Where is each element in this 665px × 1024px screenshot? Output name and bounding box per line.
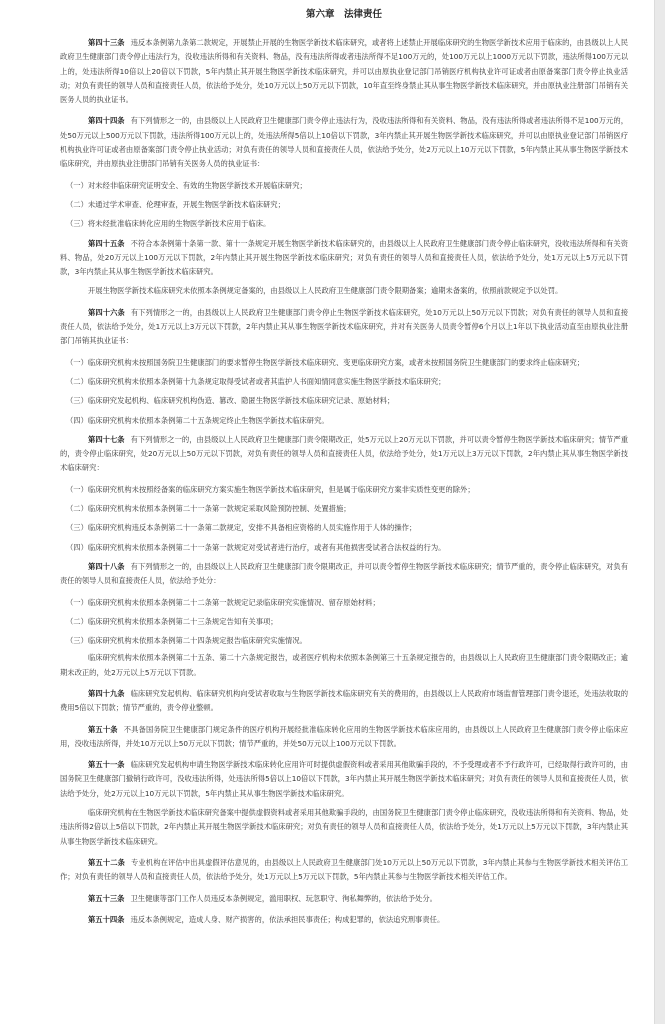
chapter-heading: 第六章 法律责任 [305, 9, 382, 20]
list-item [60, 375, 628, 389]
paragraph-text: 专业机构在评估中出具虚假评估意见的，由县级以上人民政府卫生健康部门处10万元以上50万元以下罚款，3年内禁止其参与生物医学新技术相关评估工作；对负有责任的领导人员和直接责任人员，依法给予处分，处1万元以上5万元以下罚款，5年内禁止其参与生物医学新技术相关评估工作。 [60, 857, 628, 882]
article-number: 第四十六条 [88, 307, 125, 317]
article-paragraph [60, 913, 628, 927]
article-number: 第五十四条 [88, 914, 125, 924]
paragraph-text: 违反本条例规定，造成人身、财产损害的，依法承担民事责任；构成犯罪的，依法追究刑事责任。 [130, 914, 445, 924]
list-item [60, 217, 628, 231]
paragraph-text: （一）临床研究机构未按照国务院卫生健康部门的要求暂停生物医学新技术临床研究、变更临床研究方案，或者未按照国务院卫生健康部门的要求终止临床研究； [66, 357, 585, 367]
list-item [60, 179, 628, 193]
list-item [60, 615, 628, 629]
paragraph-text: （四）临床研究机构未依照本条例第二十五条规定终止生物医学新技术临床研究。 [66, 415, 329, 425]
paragraph-text: 违反本条例第九条第二款规定，开展禁止开展的生物医学新技术临床研究，或者将上述禁止开展临床研究的生物医学新技术应用于临床的，由县级以上人民政府卫生健康部门责令停止违法行为，没收违法所得和有关资料、物品，没有违法所得或者违法所得不足100万元的，处100万元以上1000万元以下罚款，违法所得100万元以上的，处违法所得10倍以上20倍以下罚款，5年内禁止其开展生物医学新技术临床研究，并可以由原执业登记部门吊销医疗机构执业许可证或者由原备案部门责令停止执业活动；对负有责任的领导人员和直接责任人员，依法给予处分，处10万元以上50万元以下罚款，10年直至终身禁止其从事生物医学新技术临床研究，并由原执业注册部门吊销有关医务人员的执业证书。 [60, 38, 628, 105]
article-paragraph [60, 723, 628, 752]
paragraph-text: 临床研究机构在生物医学新技术临床研究备案中提供虚假资料或者采用其他欺骗手段的，由国务院卫生健康部门责令停止临床研究，没收违法所得和有关资料、物品，处违法所得2倍以上5倍以下罚款，2年内禁止其开展生物医学新技术临床研究；对负有责任的领导人员和直接责任人员，依法给予处分，处1万元以上5万元以下罚款，3年内禁止其从事生物医学新技术临床研究。 [60, 808, 628, 846]
article-number: 第四十八条 [88, 561, 125, 571]
paragraph-text: 有下列情形之一的，由县级以上人民政府卫生健康部门责令限期改正，处5万元以上20万元以下罚款，并可以责令暂停生物医学新技术临床研究；情节严重的，责令停止临床研究，处20万元以上50万元以下罚款，对负有责任的领导人员和直接责任人员，依法给予处分，处1万元以上3万元以下罚款，2年内禁止其从事生物医学新技术临床研究： [60, 434, 628, 473]
paragraph [60, 806, 628, 849]
paragraph-text: 临床研究发起机构、临床研究机构向受试者收取与生物医学新技术临床研究有关的费用的，由县级以上人民政府市场监督管理部门责令退还，处违法收取的费用5倍以下罚款；情节严重的，责令停业整顿。 [60, 688, 628, 713]
paragraph-text: （三）临床研究发起机构、临床研究机构伪造、篡改、隐匿生物医学新技术临床研究记录、原始材料； [66, 396, 395, 406]
article-paragraph [60, 560, 628, 589]
article-paragraph [60, 433, 628, 476]
page-edge-shadow [655, 0, 665, 1024]
paragraph-text: （二）临床研究机构未依照本条例第十九条规定取得受试者或者其监护人书面知情同意实施生物医学新技术临床研究； [66, 376, 446, 386]
list-item [60, 634, 628, 648]
paragraph-text: （三）将未经批准临床转化应用的生物医学新技术应用于临床。 [66, 219, 271, 229]
paragraph [60, 651, 628, 680]
article-paragraph [60, 687, 628, 716]
paragraph-text: 不具备国务院卫生健康部门规定条件的医疗机构开展经批准临床转化应用的生物医学新技术临床应用的，由县级以上人民政府卫生健康部门责令停止临床应用，没收违法所得，并处10万元以上50万元以下罚款；情节严重的，并处50万元以上100万元以下罚款。 [60, 724, 629, 748]
paragraph-text: （四）临床研究机构未依照本条例第二十一条第一款规定对受试者进行治疗，或者有其他损害受试者合法权益的行为。 [66, 542, 446, 552]
paragraph-text: 不符合本条例第十条第一款、第十一条规定开展生物医学新技术临床研究的，由县级以上人民政府卫生健康部门责令停止临床研究，没收违法所得和有关资料、物品，处20万元以上100万元以下罚款，2年内禁止其开展生物医学新技术临床研究；对负有责任的领导人员和直接责任人员，依法给予处分，处1万元以上5万元以下罚款，3年内禁止其从事生物医学新技术临床研究。 [60, 238, 628, 277]
article-paragraph [60, 306, 628, 349]
paragraph-text: 卫生健康等部门工作人员违反本条例规定，滥用职权、玩忽职守、徇私舞弊的，依法给予处分。 [130, 893, 437, 903]
paragraph-text: 有下列情形之一的，由县级以上人民政府卫生健康部门责令停止违法行为，没收违法所得和有关资料、物品，没有违法所得或者违法所得不足100万元的，处50万元以上500万元以下罚款，违法所得100万元以上的，处违法所得5倍以上10倍以下罚款，3年内禁止其开展生物医学新技术临床研究，并可以由原执业登记部门吊销医疗机构执业许可证或者由原备案部门责令停止执业活动；对负有责任的领导人员和直接责任人员，依法给予处分，处2万元以上10万元以下罚款，5年内禁止其从事生物医学新技术临床研究，并由原执业注册部门吊销有关医务人员的执业证书： [60, 116, 628, 169]
list-item [60, 394, 628, 408]
paragraph-text: （三）临床研究机构违反本条例第二十一条第二款规定，安排不具备相应资格的人员实施作用于人体的操作； [66, 523, 417, 533]
paragraph-text: 开展生物医学新技术临床研究未依照本条例规定备案的，由县级以上人民政府卫生健康部门责令限期备案；逾期未备案的，依照前款规定予以处罚。 [88, 286, 563, 296]
article-number: 第五十二条 [88, 857, 125, 867]
article-number: 第四十三条 [88, 38, 125, 47]
list-item [60, 521, 628, 535]
article-paragraph [60, 892, 628, 906]
article-number: 第四十九条 [88, 688, 125, 698]
list-item [60, 483, 628, 497]
paragraph [60, 284, 628, 298]
list-item [60, 596, 628, 610]
paragraph-text: 有下列情形之一的，由县级以上人民政府卫生健康部门责令停止生物医学新技术临床研究，处10万元以上50万元以下罚款；对负有责任的领导人员和直接责任人员，依法给予处分，处1万元以上3万元以下罚款，2年内禁止其从事生物医学新技术临床研究，并对有关医务人员责令暂停6个月以上1年以下执业活动直至由原执业注册部门吊销其执业证书： [60, 307, 628, 346]
article-paragraph [60, 856, 628, 885]
paragraph-text: 有下列情形之一的，由县级以上人民政府卫生健康部门责令限期改正，并可以责令暂停生物医学新技术临床研究；情节严重的，责令停止临床研究，对负有责任的领导人员和直接责任人员，依法给予处分： [60, 561, 628, 586]
paragraph-text: （二）临床研究机构未依照本条例第二十一条第一款规定采取风险预防控制、处置措施； [66, 504, 351, 514]
list-item [60, 502, 628, 516]
list-item [60, 541, 628, 555]
paragraph-text: 临床研究发起机构申请生物医学新技术临床转化应用许可时提供虚假资料或者采用其他欺骗手段的，不予受理或者不予行政许可，已经取得行政许可的，由国务院卫生健康部门撤销行政许可，没收违法所得，处违法所得5倍以上10倍以下罚款，3年内禁止其开展生物医学新技术临床研究；对负有责任的领导人员和直接责任人员，依法给予处分，处2万元以上10万元以下罚款，5年内禁止其从事生物医学新技术临床研究。 [60, 760, 628, 798]
article-number: 第五十一条 [88, 760, 125, 770]
article-paragraph [60, 758, 628, 801]
paragraph-text: （一）临床研究机构未依照本条例第二十二条第一款规定记录临床研究实施情况、留存原始材料； [66, 597, 380, 607]
article-number: 第五十三条 [88, 893, 125, 903]
article-paragraph [60, 114, 628, 171]
article-number: 第四十五条 [88, 238, 125, 248]
article-paragraph [60, 36, 628, 107]
article-paragraph [60, 237, 628, 280]
article-number: 第四十四条 [88, 116, 125, 126]
list-item [60, 356, 628, 370]
paragraph-text: 临床研究机构未依照本条例第二十五条、第二十六条规定报告，或者医疗机构未依照本条例第三十五条规定报告的，由县级以上人民政府卫生健康部门责令限期改正；逾期未改正的，处2万元以上5万元以下罚款。 [60, 653, 628, 677]
article-number: 第四十七条 [88, 434, 125, 444]
paragraph-text: （一）临床研究机构未按照经备案的临床研究方案实施生物医学新技术临床研究，但是属于临床研究方案非实质性变更的除外； [66, 484, 475, 494]
article-number: 第五十条 [88, 724, 118, 734]
list-item [60, 414, 628, 428]
paragraph-text: （二）未通过学术审查、伦理审查，开展生物医学新技术临床研究； [66, 199, 285, 209]
paragraph-text: （二）临床研究机构未依照本条例第二十三条规定告知有关事项； [66, 616, 278, 626]
document-body [60, 36, 628, 927]
paragraph-text: （一）对未经非临床研究证明安全、有效的生物医学新技术开展临床研究； [66, 180, 307, 190]
paragraph-text: （三）临床研究机构未依照本条例第二十四条规定报告临床研究实施情况。 [66, 636, 307, 646]
list-item [60, 198, 628, 212]
